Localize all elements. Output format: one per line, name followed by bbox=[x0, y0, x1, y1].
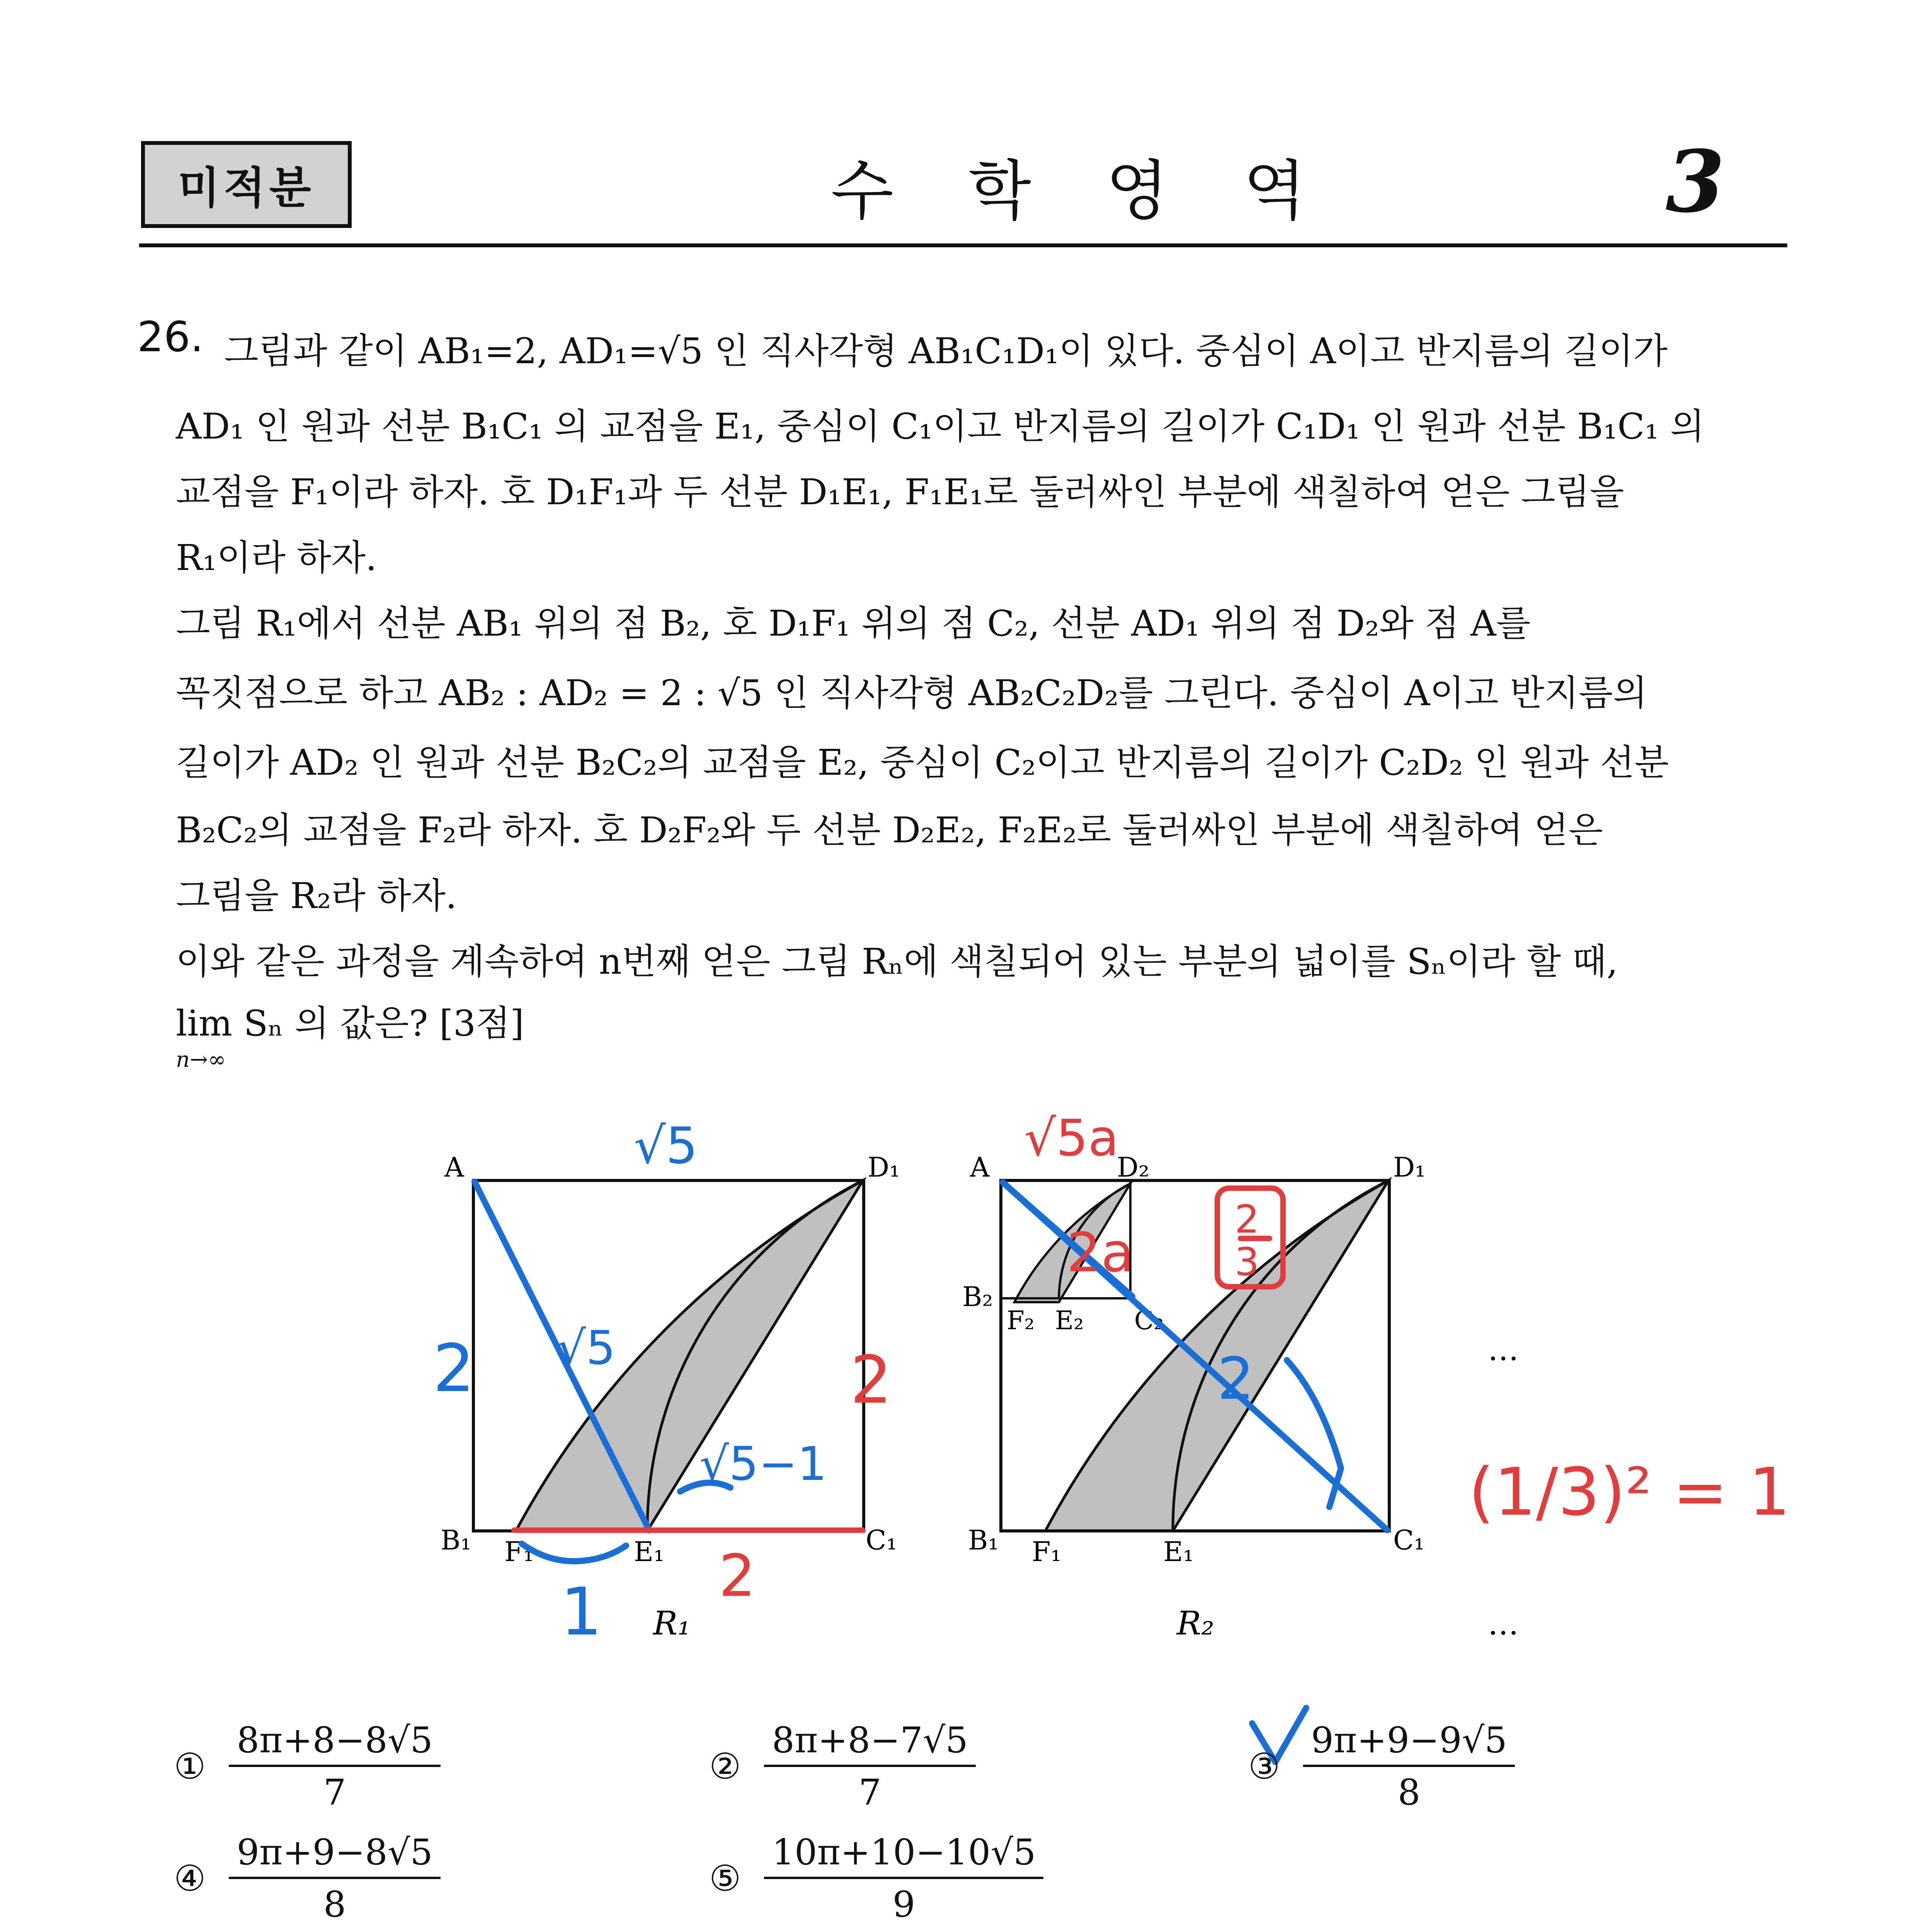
hand-fig2-side: 2a bbox=[1067, 1221, 1134, 1284]
choice-1-fraction bbox=[229, 1719, 440, 1813]
label-f1-r1: F₁ bbox=[504, 1536, 534, 1568]
choice-4-numerator: 9π+9−8√5 bbox=[229, 1832, 440, 1879]
choice-5[interactable] bbox=[709, 1832, 1043, 1925]
hand-fig1-diag: √5 bbox=[556, 1321, 616, 1375]
hand-fig1-top: √5 bbox=[634, 1116, 698, 1175]
choice-3-mark: ③ bbox=[1248, 1745, 1280, 1787]
choice-4-denominator: 8 bbox=[323, 1884, 346, 1925]
choice-5-fraction bbox=[764, 1832, 1043, 1925]
label-d2-r2: D₂ bbox=[1117, 1151, 1150, 1183]
choice-3-fraction bbox=[1303, 1719, 1514, 1813]
label-b1-r1: B₁ bbox=[441, 1524, 471, 1556]
question-line-2: AD₁ 인 원과 선분 B₁C₁ 의 교점을 E₁, 중심이 C₁이고 반지름의 길이가 C₁D₁ 인 원과 선분 B₁C₁ 의 bbox=[176, 406, 1705, 447]
question-line-9: 그림을 R₂라 하자. bbox=[176, 875, 457, 917]
label-d1-r2: D₁ bbox=[1393, 1151, 1426, 1183]
label-e2-r2: E₂ bbox=[1055, 1306, 1084, 1335]
label-c2-r2: C₂ bbox=[1134, 1306, 1164, 1335]
label-e1-r2: E₁ bbox=[1163, 1536, 1194, 1568]
choice-2-mark: ② bbox=[709, 1745, 741, 1787]
ellipsis-top: … bbox=[1488, 1332, 1519, 1367]
choice-3-numerator: 9π+9−9√5 bbox=[1303, 1719, 1514, 1767]
question-line-4: R₁이라 하자. bbox=[176, 537, 377, 578]
caption-r2: R₂ bbox=[1177, 1604, 1214, 1642]
label-c1-r1: C₁ bbox=[866, 1524, 897, 1556]
question-line-1: 그림과 같이 AB₁=2, AD₁=√5 인 직사각형 AB₁C₁D₁이 있다. 중심이 A이고 반지름의 길이가 bbox=[224, 330, 1668, 372]
choice-4[interactable] bbox=[174, 1832, 441, 1925]
hand-fig1-two: 2 bbox=[719, 1543, 756, 1610]
label-a-r2: A bbox=[970, 1151, 990, 1183]
choice-5-mark: ⑤ bbox=[709, 1857, 741, 1899]
choice-2-denominator: 7 bbox=[858, 1772, 881, 1813]
hand-bracket-r2 bbox=[1287, 1360, 1341, 1507]
question-line-6: 꼭짓점으로 하고 AB₂ : AD₂ = 2 : √5 인 직사각형 AB₂C₂D₂를 그린다. 중심이 A이고 반지름의 bbox=[176, 672, 1647, 714]
hand-fig2-two: 2 bbox=[1217, 1345, 1254, 1413]
label-b2-r2: B₂ bbox=[962, 1281, 993, 1313]
page-label: 3 bbox=[1666, 131, 1725, 231]
hand-fig1-arc: √5−1 bbox=[699, 1437, 827, 1491]
question-number: 26. bbox=[137, 313, 204, 361]
question-line-3: 교점을 F₁이라 하자. 호 D₁F₁과 두 선분 D₁E₁, F₁E₁로 둘러싸인 부분에 색칠하여 얻은 그림을 bbox=[176, 471, 1624, 513]
label-e1-r1: E₁ bbox=[634, 1536, 665, 1568]
hand-fig1-one: 1 bbox=[560, 1574, 602, 1650]
page-title: 수 학 영 역 bbox=[831, 153, 1333, 229]
choice-1[interactable] bbox=[174, 1719, 441, 1813]
label-a-r1: A bbox=[444, 1151, 464, 1183]
label-f1-r2: F₁ bbox=[1032, 1536, 1062, 1568]
label-d1-r1: D₁ bbox=[868, 1151, 900, 1183]
label-b1-r2: B₁ bbox=[968, 1524, 999, 1556]
hand-fig2-ratio-den: 3 bbox=[1235, 1239, 1259, 1284]
question-line-8: B₂C₂의 교점을 F₂라 하자. 호 D₂F₂와 두 선분 D₂E₂, F₂E₂로 둘러싸인 부분에 색칠하여 얻은 bbox=[176, 810, 1603, 851]
label-c1-r2: C₁ bbox=[1393, 1524, 1425, 1556]
choice-1-numerator: 8π+8−8√5 bbox=[229, 1719, 440, 1767]
choice-4-mark: ④ bbox=[174, 1857, 206, 1899]
limit-subscript: n→∞ bbox=[176, 1047, 226, 1072]
choice-1-mark: ① bbox=[174, 1745, 206, 1787]
choice-5-numerator: 10π+10−10√5 bbox=[764, 1832, 1043, 1879]
choice-1-denominator: 7 bbox=[323, 1772, 346, 1813]
choice-3[interactable] bbox=[1248, 1719, 1515, 1813]
hand-fig2-ratio-num: 2 bbox=[1235, 1197, 1259, 1242]
section-tag: 미적분 bbox=[141, 141, 352, 228]
hand-fig1-right: 2 bbox=[850, 1342, 892, 1418]
choice-5-denominator: 9 bbox=[892, 1884, 915, 1925]
hand-bracket-f1-e1 bbox=[522, 1544, 626, 1561]
question-line-10: 이와 같은 과정을 계속하여 n번째 얻은 그림 Rₙ에 색칠되어 있는 부분의 넓이를 Sₙ이라 할 때, bbox=[176, 941, 1618, 982]
limit-line: lim Sₙ 의 값은? [3점] bbox=[176, 1003, 524, 1044]
question-line-7: 길이가 AD₂ 인 원과 선분 B₂C₂의 교점을 E₂, 중심이 C₂이고 반지름의 길이가 C₂D₂ 인 원과 선분 bbox=[176, 742, 1669, 783]
ellipsis-bottom: … bbox=[1488, 1606, 1519, 1642]
hand-ratio-expr: (1/3)² = 1 bbox=[1468, 1454, 1791, 1531]
caption-r1: R₁ bbox=[653, 1604, 691, 1642]
choice-4-fraction bbox=[229, 1832, 440, 1925]
choice-2-numerator: 8π+8−7√5 bbox=[764, 1719, 975, 1767]
choice-3-denominator: 8 bbox=[1397, 1772, 1421, 1813]
choice-2-fraction bbox=[764, 1719, 975, 1813]
question-line-5: 그림 R₁에서 선분 AB₁ 위의 점 B₂, 호 D₁F₁ 위의 점 C₂, 선분 AD₁ 위의 점 D₂와 점 A를 bbox=[176, 603, 1531, 644]
label-f2-r2: F₂ bbox=[1007, 1306, 1035, 1335]
choice-2[interactable] bbox=[709, 1719, 976, 1813]
hand-fig2-top: √5a bbox=[1024, 1109, 1119, 1167]
hand-fig1-left: 2 bbox=[433, 1330, 475, 1407]
